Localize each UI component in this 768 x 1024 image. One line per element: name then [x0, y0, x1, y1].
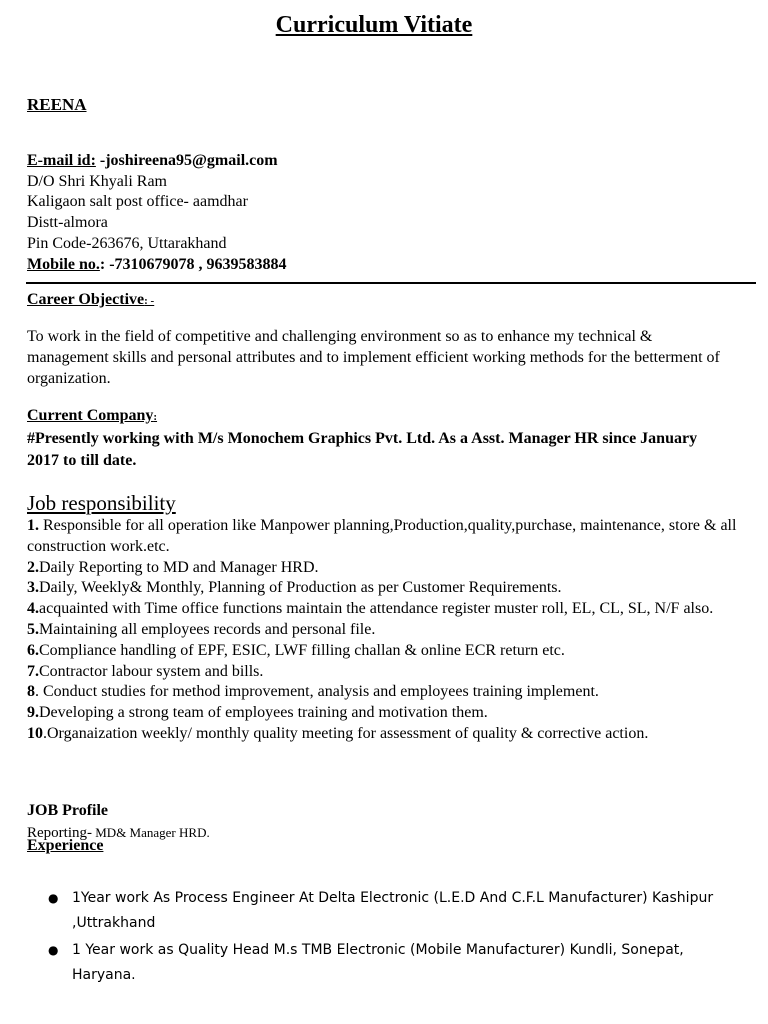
career-heading-suffix: : - — [144, 295, 155, 307]
item-text: Daily, Weekly& Monthly, Planning of Production as per Customer Requirements. — [39, 579, 562, 597]
list-item — [48, 938, 738, 988]
mobile-line — [27, 255, 287, 276]
page-title: Curriculum Vitiate — [275, 12, 473, 38]
career-objective-text: To work in the field of competitive and challenging environment so as to enhance my technical & management skills and personal attributes and to implement efficient working methods for the betterment of organization. — [27, 328, 720, 387]
mobile-label: Mobile no. — [27, 255, 100, 273]
email-line — [27, 151, 287, 172]
address-line: Distt-almora — [27, 214, 108, 232]
item-text: Contractor labour system and bills. — [39, 662, 264, 680]
experience-item-text: 1Year work As Process Engineer At Delta Electronic (L.E.D And C.F.L Manufacturer) Kashipur ,Uttrakhand — [72, 890, 714, 931]
item-number: 6. — [27, 641, 39, 659]
item-text: Daily Reporting to MD and Manager HRD. — [39, 558, 319, 576]
item-text: acquainted with Time office functions maintain the attendance register muster roll, EL, CL, SL, N/F also. — [39, 600, 714, 618]
current-company-heading — [27, 407, 157, 425]
experience-item-text: 1 Year work as Quality Head M.s TMB Electronic (Mobile Manufacturer) Kundli, Sonepat, Haryana. — [72, 942, 684, 983]
list-item — [27, 578, 739, 599]
list-item — [27, 682, 739, 703]
item-text: .Organaization weekly/ monthly quality meeting for assessment of quality & corrective action. — [43, 724, 649, 742]
contact-block — [27, 151, 287, 275]
list-item — [27, 516, 739, 558]
item-text: Responsible for all operation like Manpower planning,Production,quality,purchase, maintenance, store & all construction work.etc. — [27, 517, 737, 555]
address-line: Pin Code-263676, Uttarakhand — [27, 234, 227, 252]
item-number: 2. — [27, 558, 39, 576]
current-company-text: #Presently working with M/s Monochem Graphics Pvt. Ltd. As a Asst. Manager HR since January 2017 to till date. — [27, 430, 698, 469]
address-line: D/O Shri Khyali Ram — [27, 172, 167, 190]
email-label: E-mail id: — [27, 152, 96, 169]
list-item — [27, 662, 739, 683]
item-number: 4. — [27, 600, 39, 618]
job-profile-heading: JOB Profile — [27, 802, 109, 819]
item-number: 3. — [27, 579, 39, 597]
item-number: 5. — [27, 620, 39, 638]
item-text: . Conduct studies for method improvement, analysis and employees training implement. — [35, 683, 599, 701]
item-number: 9. — [27, 704, 39, 722]
list-item — [27, 558, 739, 579]
mobile-value: : -7310679078 , 9639583884 — [99, 255, 287, 273]
email-value: -joshireena95@gmail.com — [95, 152, 278, 169]
candidate-name: REENA — [27, 95, 87, 114]
career-objective-heading — [27, 291, 154, 309]
item-text: Developing a strong team of employees training and motivation them. — [39, 704, 488, 722]
item-number: 8 — [27, 683, 35, 701]
list-item — [27, 641, 739, 662]
job-profile-value: MD& Manager HRD. — [92, 825, 210, 840]
item-number: 1. — [27, 517, 39, 534]
section-divider — [26, 282, 756, 284]
responsibility-list — [27, 516, 739, 745]
item-number: 7. — [27, 662, 39, 680]
company-heading-text: Current Company — [27, 407, 154, 424]
experience-list — [48, 886, 738, 990]
item-text: Maintaining all employees records and personal file. — [39, 620, 376, 638]
career-heading-text: Career Objective — [27, 291, 145, 308]
item-number: 10 — [27, 724, 43, 742]
experience-heading: Experience — [27, 837, 104, 854]
list-item — [48, 886, 738, 936]
list-item — [27, 724, 739, 745]
list-item — [27, 703, 739, 724]
bullet-icon: ● — [48, 943, 59, 957]
bullet-icon: ● — [48, 891, 59, 905]
item-text: Compliance handling of EPF, ESIC, LWF filling challan & online ECR return etc. — [39, 641, 565, 659]
list-item — [27, 620, 739, 641]
job-responsibility-heading: Job responsibility — [27, 491, 176, 515]
address-line: Kaligaon salt post office- aamdhar — [27, 193, 248, 211]
job-profile-label: Reporting- — [27, 825, 92, 841]
list-item — [27, 599, 739, 620]
company-heading-suffix: : — [153, 411, 158, 423]
